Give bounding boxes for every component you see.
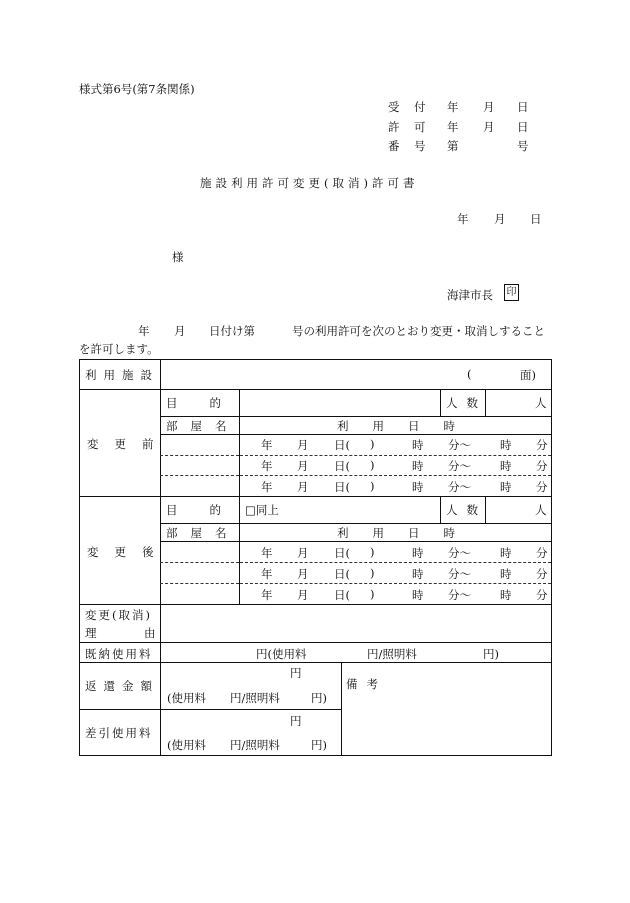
facility-label: 利用施設 (85, 368, 159, 382)
dt-hour: 時 (412, 567, 424, 581)
dt-minute2: 分 (536, 438, 548, 452)
dt-day: 日( (334, 459, 350, 473)
receipt-c3: 号 (517, 139, 529, 153)
dt-month: 月 (297, 480, 309, 494)
after-purpose-label: 目的 (166, 503, 253, 517)
receipt-label-b: 号 (414, 139, 426, 153)
net-breakdown-c: 円) (311, 738, 327, 752)
dt-hour: 時 (412, 588, 424, 602)
paid-yen: 円(使用料 (256, 647, 307, 661)
receipt-c1: 年 (447, 100, 459, 114)
before-purpose-label: 目的 (166, 396, 253, 410)
dt-year: 年 (261, 438, 273, 452)
refund-breakdown-b: 円/照明料 (230, 691, 280, 705)
dt-minute2: 分 (536, 480, 548, 494)
after-datetime-header: 利用日時 (337, 526, 479, 540)
dt-hour: 時 (412, 546, 424, 560)
after-purpose-value: □同上 (245, 503, 279, 517)
dt-close: ) (370, 566, 375, 580)
document-title: 施設利用許可変更(取消)許可書 (200, 176, 419, 190)
after-people-unit: 人 (535, 503, 547, 517)
before-label: 変更前 (87, 437, 170, 451)
form-number: 様式第6号(第7条関係) (79, 82, 195, 96)
dt-hour: 時 (412, 480, 424, 494)
receipt-label-a: 受 (388, 100, 400, 114)
dt-minute: 分〜 (448, 567, 471, 581)
dt-month: 月 (297, 588, 309, 602)
receipt-label-a: 番 (388, 139, 400, 153)
dt-month: 月 (297, 546, 309, 560)
reason-label-line2a: 理 (85, 626, 97, 640)
date-year: 年 (457, 212, 469, 226)
dt-close: ) (370, 437, 375, 451)
after-label: 変更後 (87, 545, 170, 559)
before-people-label: 人数 (446, 396, 487, 410)
dt-minute: 分〜 (448, 438, 471, 452)
dt-minute: 分〜 (448, 459, 471, 473)
body-line-2: を許可します。 (79, 342, 159, 356)
after-people-label: 人数 (446, 503, 487, 517)
before-people-unit: 人 (535, 396, 547, 410)
before-datetime-header: 利用日時 (337, 419, 479, 433)
net-breakdown-a: (使用料 (167, 738, 206, 752)
dt-day: 日( (334, 438, 350, 452)
dt-day: 日( (334, 567, 350, 581)
dt-hour2: 時 (500, 438, 512, 452)
receipt-c2: 月 (483, 100, 495, 114)
remarks-label: 備考 (346, 677, 387, 691)
change-permit-form (79, 359, 552, 756)
dt-close: ) (370, 545, 375, 559)
dt-close: ) (370, 458, 375, 472)
reason-label-line2b: 由 (144, 626, 156, 640)
refund-yen: 円 (290, 666, 302, 680)
facility-paren: ( (467, 367, 472, 381)
dt-minute: 分〜 (448, 546, 471, 560)
body-month: 月 (174, 324, 186, 338)
body-year: 年 (138, 324, 150, 338)
dt-year: 年 (261, 546, 273, 560)
number-row (388, 138, 528, 154)
receipt-row (388, 99, 528, 115)
dt-hour: 時 (412, 459, 424, 473)
refund-breakdown-c: 円) (311, 691, 327, 705)
refund-label: 返還金額 (85, 679, 159, 693)
dt-minute: 分〜 (448, 480, 471, 494)
dt-year: 年 (261, 459, 273, 473)
dt-year: 年 (261, 480, 273, 494)
date-month: 月 (494, 212, 506, 226)
net-breakdown-b: 円/照明料 (230, 738, 280, 752)
issuer-name: 海津市長 (447, 288, 493, 302)
dt-minute2: 分 (536, 567, 548, 581)
dt-close: ) (370, 479, 375, 493)
receipt-c3: 日 (517, 120, 529, 134)
facility-unit: 面) (520, 368, 536, 382)
dt-day: 日( (334, 588, 350, 602)
dt-hour: 時 (412, 438, 424, 452)
dt-day: 日( (334, 480, 350, 494)
paid-label: 既納使用料 (85, 647, 153, 661)
dt-hour2: 時 (500, 567, 512, 581)
dt-minute2: 分 (536, 459, 548, 473)
dt-minute: 分〜 (448, 588, 471, 602)
dt-day: 日( (334, 546, 350, 560)
dt-month: 月 (297, 459, 309, 473)
dt-year: 年 (261, 588, 273, 602)
dt-year: 年 (261, 567, 273, 581)
receipt-c3: 日 (517, 100, 529, 114)
reason-label-line1: 変更(取消) (85, 608, 152, 622)
seal-mark: 印 (504, 284, 519, 301)
addressee-suffix: 様 (172, 250, 184, 264)
dt-hour2: 時 (500, 480, 512, 494)
receipt-c1: 年 (447, 120, 459, 134)
net-label: 差引使用料 (85, 726, 153, 740)
dt-month: 月 (297, 567, 309, 581)
date-day: 日 (530, 212, 542, 226)
paid-mid: 円/照明料 (367, 647, 417, 661)
dt-minute2: 分 (536, 546, 548, 560)
dt-minute2: 分 (536, 588, 548, 602)
receipt-c1: 第 (447, 139, 459, 153)
receipt-label-b: 付 (414, 100, 426, 114)
dt-month: 月 (297, 438, 309, 452)
permit-row (388, 119, 528, 135)
refund-breakdown-a: (使用料 (167, 691, 206, 705)
body-day-text: 日付け第 (209, 324, 255, 338)
after-room-label: 部屋名 (166, 526, 240, 540)
before-room-label: 部屋名 (166, 419, 240, 433)
net-yen: 円 (290, 714, 302, 728)
dt-hour2: 時 (500, 588, 512, 602)
receipt-label-b: 可 (414, 120, 426, 134)
paid-end: 円) (483, 647, 499, 661)
dt-hour2: 時 (500, 459, 512, 473)
body-rest: 号の利用許可を次のとおり変更・取消しすること (292, 324, 545, 338)
dt-hour2: 時 (500, 546, 512, 560)
dt-close: ) (370, 587, 375, 601)
receipt-label-a: 許 (388, 120, 400, 134)
receipt-c2: 月 (483, 120, 495, 134)
